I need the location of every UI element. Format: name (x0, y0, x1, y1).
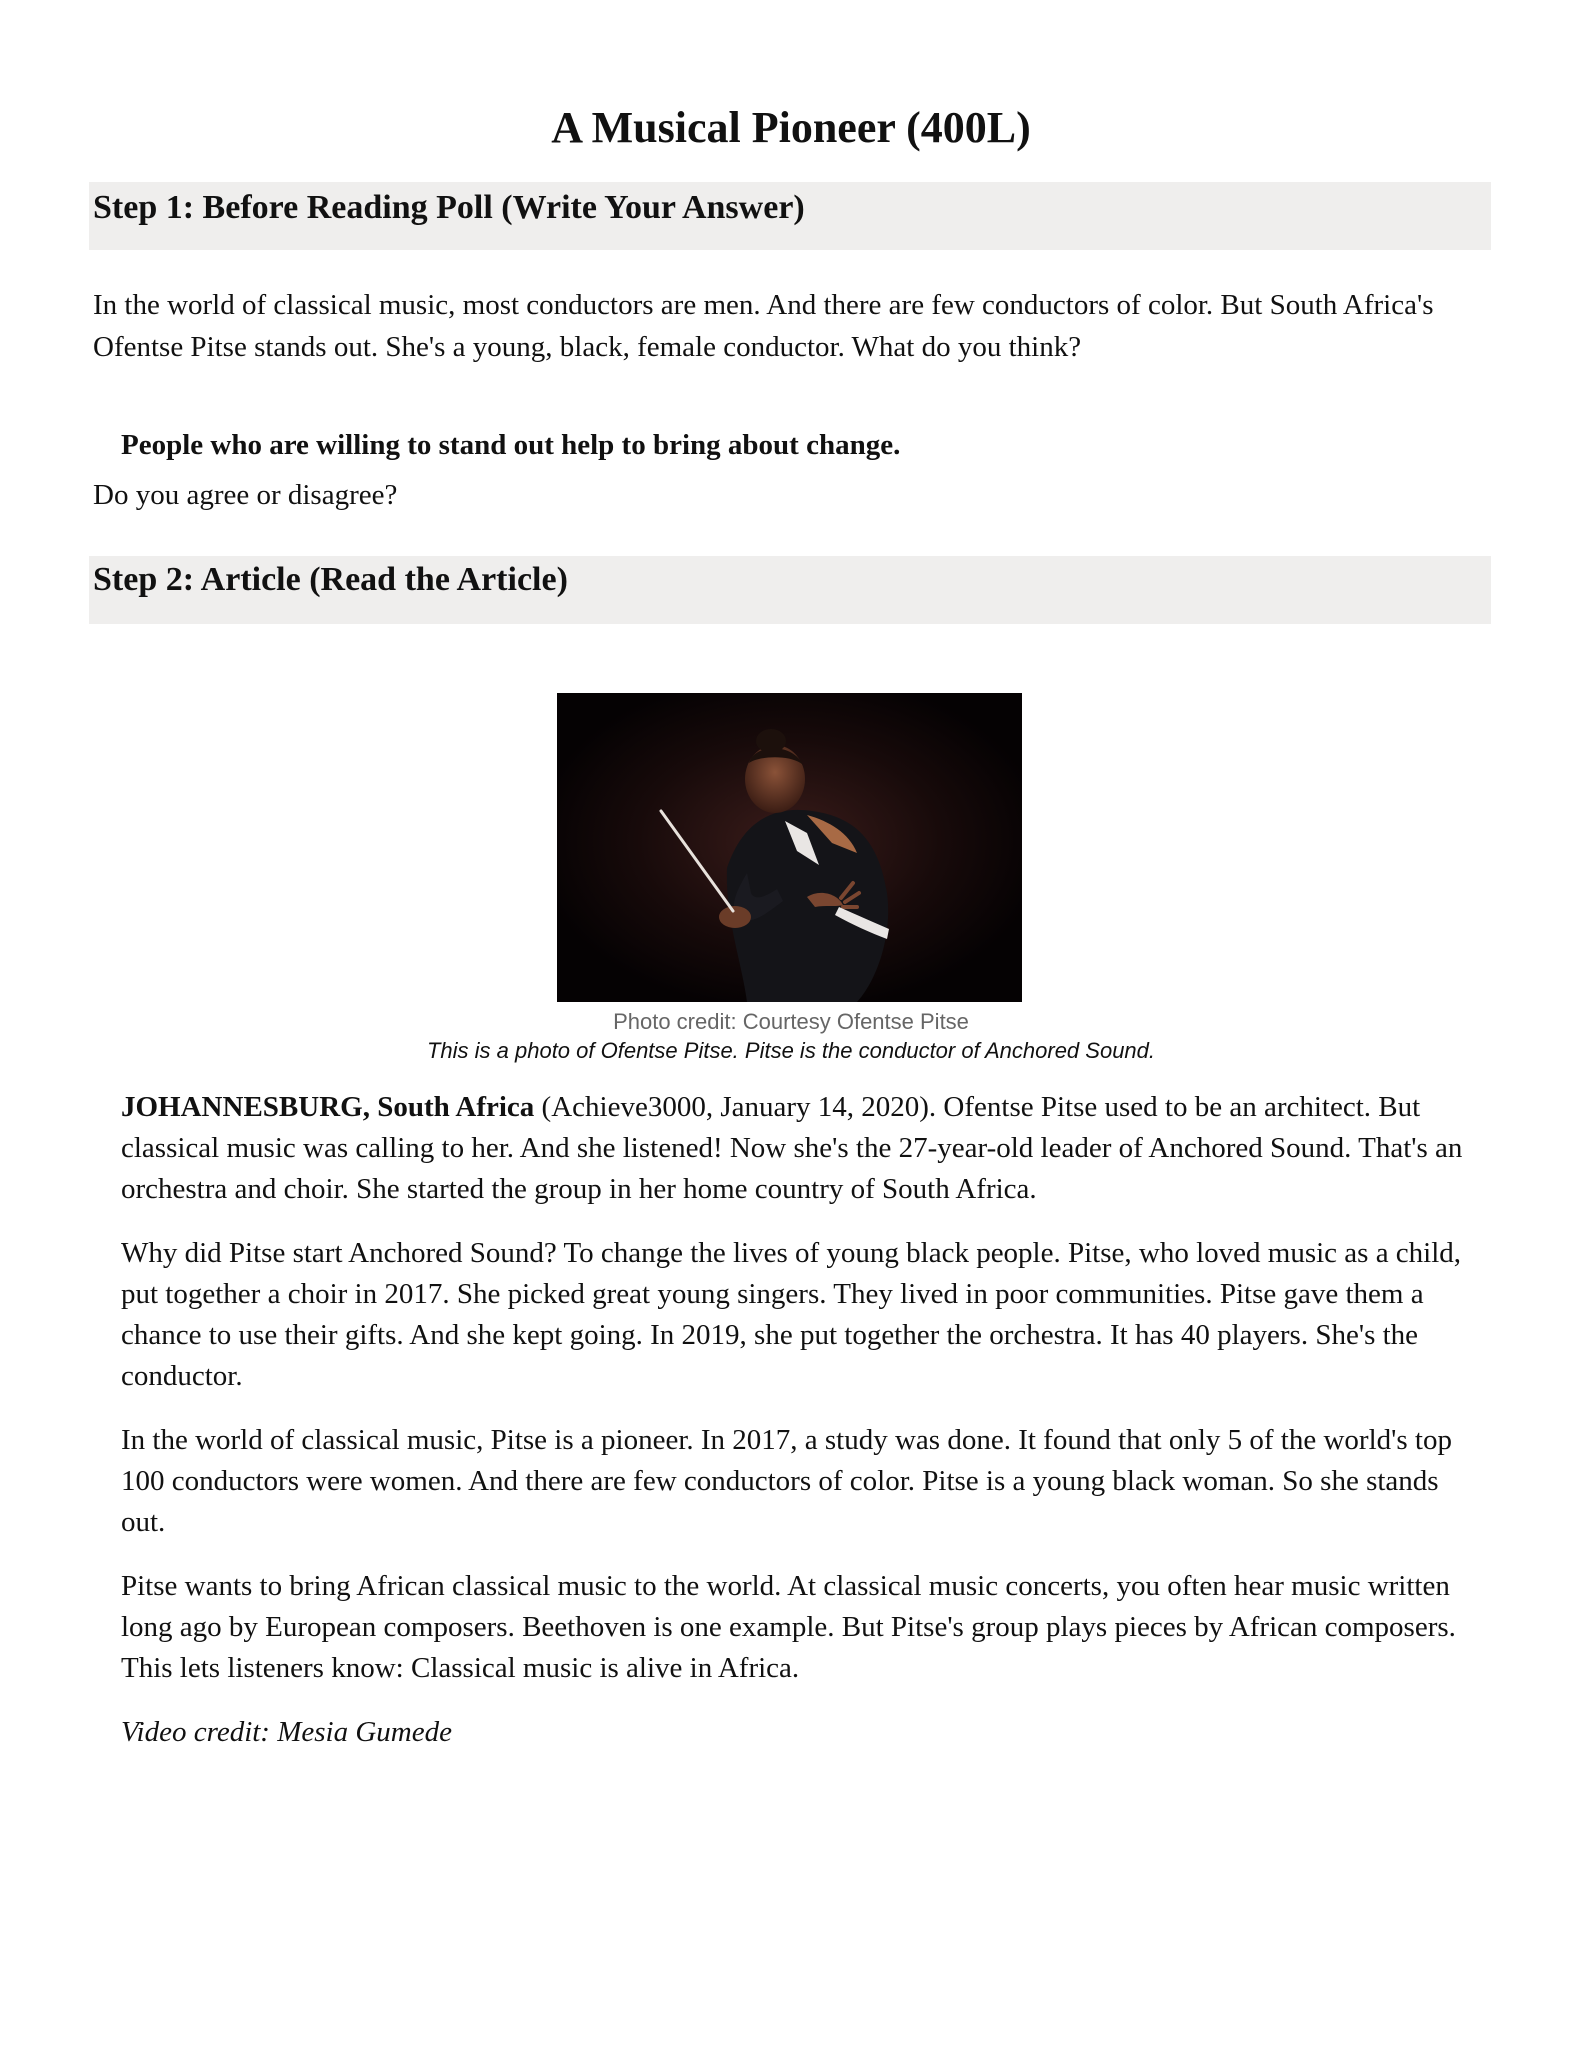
poll-question: Do you agree or disagree? (93, 479, 398, 511)
article-dateline: JOHANNESBURG, South Africa (121, 1091, 535, 1123)
poll-intro-text: In the world of classical music, most conductors are men. And there are few conductors of color. But South Africa's Ofentse Pitse stands out. She's a young, black, female conductor. What do you think? (93, 289, 1434, 363)
conductor-photo (557, 693, 1022, 1002)
page-title: A Musical Pioneer (400L) (551, 103, 1031, 152)
article-body (121, 1087, 1466, 1776)
step2-header-bar (89, 556, 1491, 624)
article-paragraph (121, 1087, 1466, 1210)
conductor-illustration (557, 693, 1022, 1002)
article-paragraph: In the world of classical music, Pitse is a pioneer. In 2017, a study was done. It found that only 5 of the world's top 100 conductors were women. And there are few conductors of color. Pitse is a young black woman. So she stands out. (121, 1424, 1452, 1538)
article-paragraph: Pitse wants to bring African classical music to the world. At classical music concerts, you often hear music written long ago by European composers. Beethoven is one example. But Pitse's group plays pieces by African composers. This lets listeners know: Classical music is alive in Africa. (121, 1570, 1456, 1684)
poll-statement: People who are willing to stand out help to bring about change. (121, 429, 901, 461)
article-paragraph-1-text: (Achieve3000, January 14, 2020). Ofentse Pitse used to be an architect. But classical music was calling to her. And she listened! Now she's the 27-year-old leader of Anchored Sound. That's an orchestra and choir. She started the group in her home country of South Africa. (121, 1091, 1463, 1205)
photo-caption: This is a photo of Ofentse Pitse. Pitse is the conductor of Anchored Sound. (426, 1038, 1156, 1063)
step2-heading: Step 2: Article (Read the Article) (93, 561, 568, 598)
step1-heading: Step 1: Before Reading Poll (Write Your Answer) (93, 189, 805, 226)
video-credit: Video credit: Mesia Gumede (121, 1716, 452, 1748)
step1-header-bar (89, 182, 1491, 250)
article-paragraph: Why did Pitse start Anchored Sound? To change the lives of young black people. Pitse, who loved music as a child, put together a choir in 2017. She picked great young singers. They lived in poor communities. Pitse gave them a chance to use their gifts. And she kept going. In 2019, she put together the orchestra. It has 40 players. She's the conductor. (121, 1237, 1462, 1392)
photo-credit: Photo credit: Courtesy Ofentse Pitse (613, 1009, 969, 1034)
